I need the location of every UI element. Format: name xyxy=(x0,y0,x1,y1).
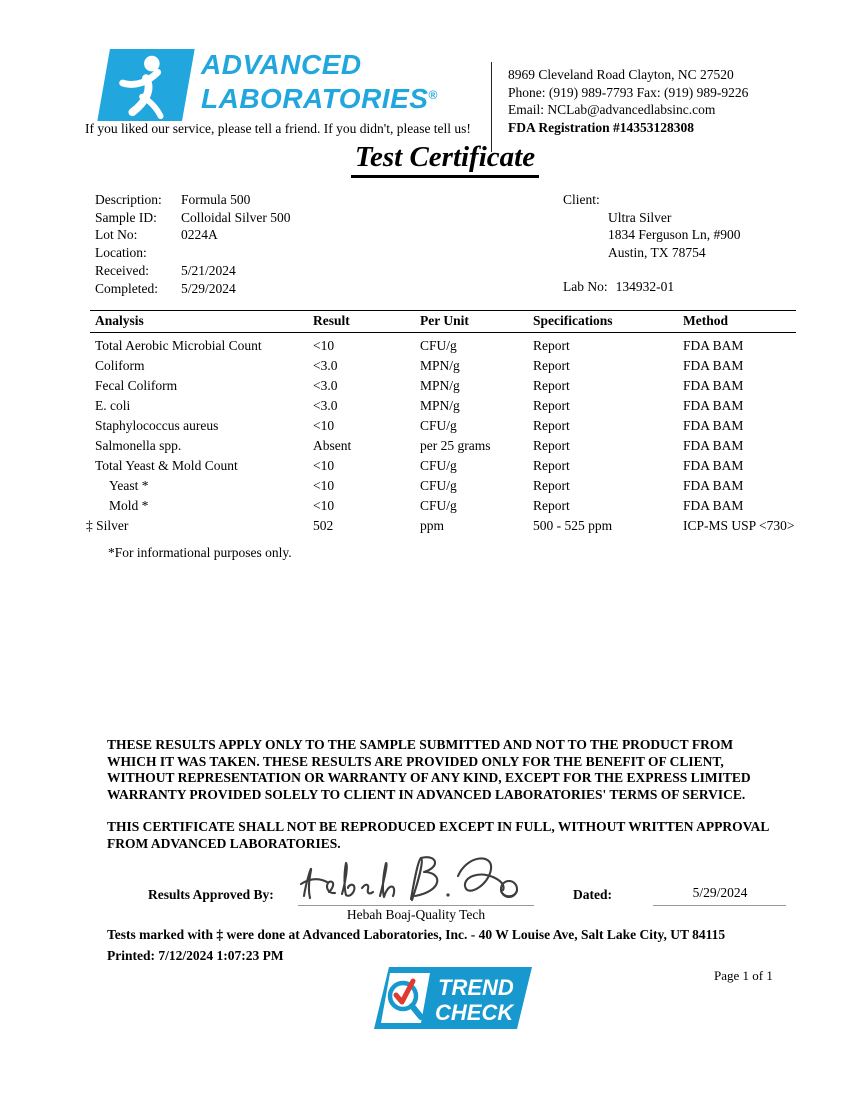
result-cell: <10 xyxy=(313,458,335,473)
column-header: Specifications xyxy=(533,313,613,328)
result-row xyxy=(90,476,796,496)
field-value: 0224A xyxy=(181,227,218,243)
result-cell: <10 xyxy=(313,478,335,493)
result-cell: <10 xyxy=(313,498,335,513)
results-header xyxy=(90,310,796,333)
header-divider xyxy=(491,62,492,152)
specifications-cell: Report xyxy=(533,398,570,413)
method-cell: FDA BAM xyxy=(683,458,744,473)
field-value: 5/29/2024 xyxy=(181,280,236,296)
specifications-cell: Report xyxy=(533,338,570,353)
field-value xyxy=(181,244,291,262)
informational-footnote: *For informational purposes only. xyxy=(108,545,292,560)
per-unit-cell: per 25 grams xyxy=(420,438,491,453)
field-value: Colloidal Silver 500 xyxy=(181,209,291,225)
client-block xyxy=(563,191,741,262)
logo-wordmark xyxy=(201,50,437,114)
address-line: Email: NCLab@advancedlabsinc.com xyxy=(508,102,716,118)
signature-line xyxy=(298,905,534,906)
field-label: Completed: xyxy=(95,280,158,296)
per-unit-cell: MPN/g xyxy=(420,358,460,373)
per-unit-cell: CFU/g xyxy=(420,498,457,513)
method-cell: ICP-MS USP <730> xyxy=(683,518,795,533)
result-row xyxy=(90,336,796,356)
dagger-tests-note: Tests marked with ‡ were done at Advanced Laboratories, Inc. - 40 W Louise Ave, Salt Lake City, UT 84115 xyxy=(107,927,726,942)
client-label: Client: xyxy=(563,192,600,207)
disclaimer-paragraph-2: THIS CERTIFICATE SHALL NOT BE REPRODUCED EXCEPT IN FULL, WITHOUT WRITTEN APPROVAL FROM ADVANCED LABORATORIES. xyxy=(107,819,769,851)
column-header: Per Unit xyxy=(420,313,469,328)
trend-check-logo-icon xyxy=(370,965,532,1031)
logo-line2: LABORATORIES xyxy=(201,83,429,114)
column-header: Result xyxy=(313,313,350,328)
specifications-cell: Report xyxy=(533,498,570,513)
page-number: Page 1 of 1 xyxy=(714,968,773,983)
per-unit-cell: CFU/g xyxy=(420,338,457,353)
lab-no-label: Lab No: xyxy=(563,279,608,294)
specifications-cell: Report xyxy=(533,458,570,473)
analysis-cell: Staphylococcus aureus xyxy=(95,418,219,433)
client-address-line2: Austin, TX 78754 xyxy=(608,245,706,261)
analysis-cell: Total Yeast & Mold Count xyxy=(95,458,238,473)
field-label: Received: xyxy=(95,262,149,278)
page-title: Test Certificate xyxy=(351,141,539,178)
method-cell: FDA BAM xyxy=(683,398,744,413)
analysis-cell: Yeast * xyxy=(109,478,149,493)
result-cell: <3.0 xyxy=(313,358,338,373)
method-cell: FDA BAM xyxy=(683,338,744,353)
method-cell: FDA BAM xyxy=(683,378,744,393)
method-cell: FDA BAM xyxy=(683,498,744,513)
analysis-cell: Coliform xyxy=(95,358,145,373)
analysis-cell: E. coli xyxy=(95,398,131,413)
disclaimer-paragraph-1: THESE RESULTS APPLY ONLY TO THE SAMPLE SUBMITTED AND NOT TO THE PRODUCT FROM WHICH IT WAS TAKEN. THESE RESULTS ARE PROVIDED ONLY FOR THE BENEFIT OF CLIENT, WITHOUT REPRESENTATION OR WARRANTY OF ANY KIND, EXCEPT FOR THE EXPRESS LIMITED WARRANTY PROVIDED SOLELY TO CLIENT IN ADVANCED LABORATORIES' TERMS OF SERVICE. xyxy=(107,737,751,802)
per-unit-cell: ppm xyxy=(420,518,445,533)
per-unit-cell: CFU/g xyxy=(420,418,457,433)
date-line xyxy=(653,905,786,906)
per-unit-cell: MPN/g xyxy=(420,398,460,413)
field-value: Formula 500 xyxy=(181,192,251,207)
specifications-cell: Report xyxy=(533,378,570,393)
analysis-cell: Mold * xyxy=(109,498,149,513)
dated-label: Dated: xyxy=(573,887,612,902)
lab-no-value: 134932-01 xyxy=(615,279,675,294)
dated-value: 5/29/2024 xyxy=(692,885,748,900)
result-row xyxy=(86,516,796,536)
field-label: Location: xyxy=(95,245,147,261)
signature-icon xyxy=(296,850,534,907)
result-row xyxy=(90,436,796,456)
result-row xyxy=(90,396,796,416)
result-cell: <3.0 xyxy=(313,378,338,393)
specifications-cell: 500 - 525 ppm xyxy=(533,518,613,533)
address-line: 8969 Cleveland Road Clayton, NC 27520 xyxy=(508,67,734,82)
lab-address xyxy=(508,66,748,119)
field-label: Lot No: xyxy=(95,227,138,243)
lab-no-row xyxy=(563,279,674,295)
sample-info xyxy=(95,191,291,297)
result-cell: <10 xyxy=(313,418,335,433)
fda-registration: FDA Registration #14353128308 xyxy=(508,120,694,135)
per-unit-cell: CFU/g xyxy=(420,478,457,493)
result-cell: <3.0 xyxy=(313,398,338,413)
advanced-laboratories-logo-icon xyxy=(95,48,197,122)
client-name: Ultra Silver xyxy=(608,209,672,225)
per-unit-cell: CFU/g xyxy=(420,458,457,473)
column-header: Analysis xyxy=(95,313,144,328)
address-line: Phone: (919) 989-7793 Fax: (919) 989-9226 xyxy=(508,84,749,100)
results-table xyxy=(86,310,796,536)
printed-timestamp: Printed: 7/12/2024 1:07:23 PM xyxy=(107,948,284,963)
specifications-cell: Report xyxy=(533,358,570,373)
result-cell: 502 xyxy=(313,518,334,533)
result-row xyxy=(90,496,796,516)
signer-name: Hebah Boaj-Quality Tech xyxy=(346,907,486,922)
result-row xyxy=(90,416,796,436)
field-label: Description: xyxy=(95,192,162,207)
analysis-cell: Salmonella spp. xyxy=(95,438,182,453)
result-row xyxy=(90,356,796,376)
results-approved-by-label: Results Approved By: xyxy=(148,887,274,902)
specifications-cell: Report xyxy=(533,478,570,493)
registered-mark: ® xyxy=(428,88,438,102)
trend-text: TREND xyxy=(438,975,514,1000)
result-cell: <10 xyxy=(313,338,335,353)
result-cell: Absent xyxy=(313,438,352,453)
results-body xyxy=(86,333,796,536)
method-cell: FDA BAM xyxy=(683,418,744,433)
analysis-cell: ‡ Silver xyxy=(86,518,129,533)
result-row xyxy=(90,456,796,476)
column-header: Method xyxy=(683,313,728,328)
logo-line1: ADVANCED xyxy=(201,49,362,80)
service-tagline: If you liked our service, please tell a friend. If you didn't, please tell us! xyxy=(85,121,471,136)
check-text: CHECK xyxy=(435,1000,514,1025)
specifications-cell: Report xyxy=(533,418,570,433)
field-label: Sample ID: xyxy=(95,209,157,225)
client-address-line1: 1834 Ferguson Ln, #900 xyxy=(608,227,741,243)
method-cell: FDA BAM xyxy=(683,358,744,373)
analysis-cell: Total Aerobic Microbial Count xyxy=(95,338,262,353)
analysis-cell: Fecal Coliform xyxy=(95,378,178,393)
field-value: 5/21/2024 xyxy=(181,262,236,278)
method-cell: FDA BAM xyxy=(683,478,744,493)
method-cell: FDA BAM xyxy=(683,438,744,453)
specifications-cell: Report xyxy=(533,438,570,453)
per-unit-cell: MPN/g xyxy=(420,378,460,393)
result-row xyxy=(90,376,796,396)
